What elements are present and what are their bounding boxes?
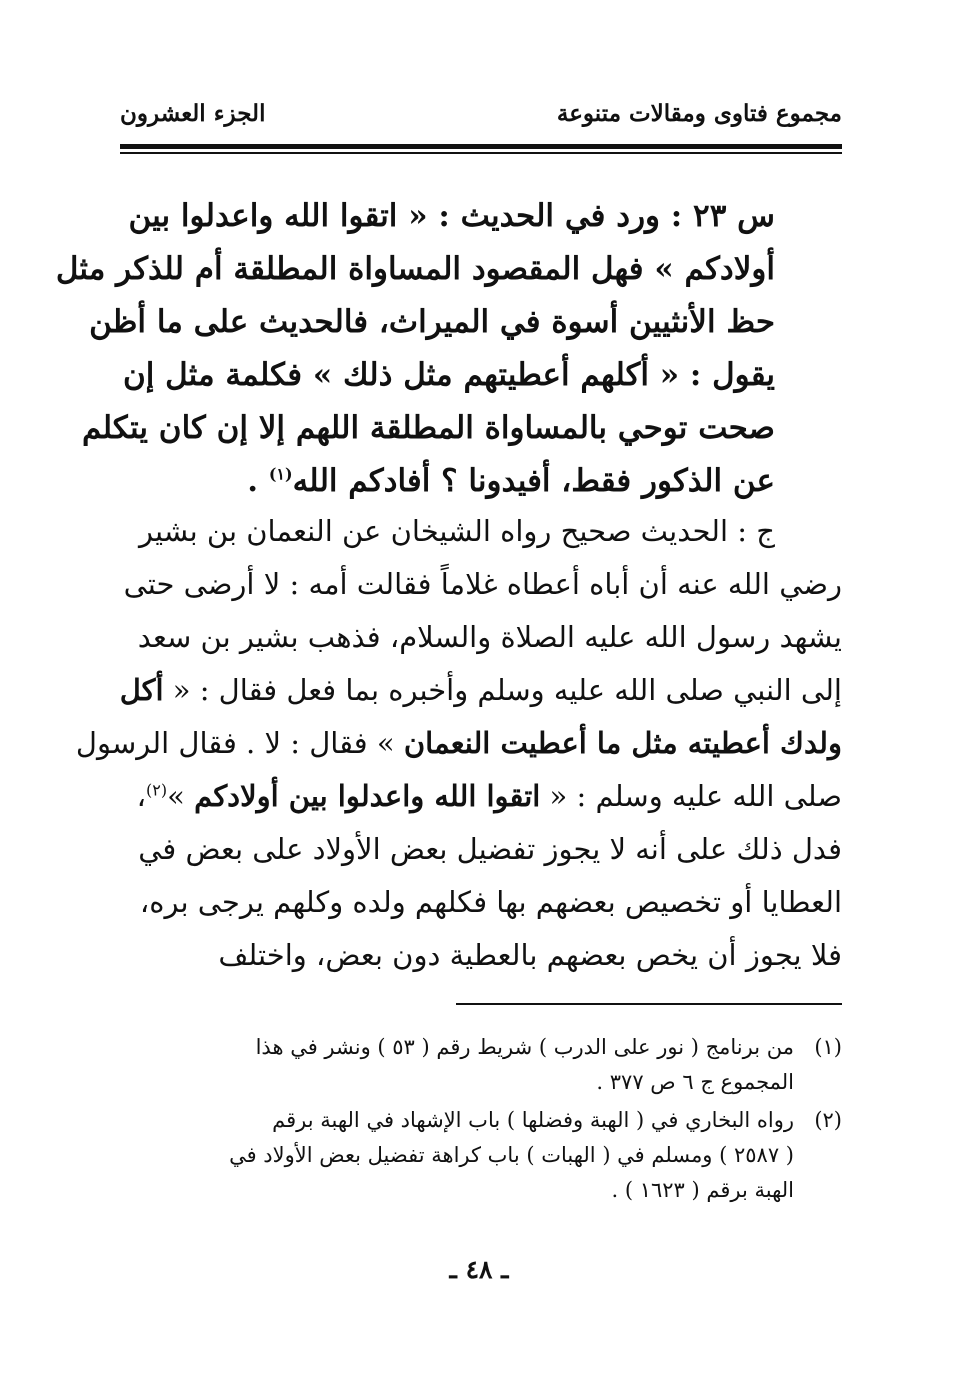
comma: ، (136, 779, 147, 813)
question-line: أولادكم » فهل المقصود المساواة المطلقة أم للذكر مثل (55, 251, 775, 287)
answer-line: رضي الله عنه أن أباه أعطاه غلاماً فقالت أمه : لا أرضى حتى (123, 567, 842, 601)
answer-paragraph (75, 505, 842, 982)
question-line: حظ الأنثيين أسوة في الميراث، فالحديث على ما أظن (89, 304, 775, 340)
question-line: س ٢٣ : ورد في الحديث : « اتقوا الله واعدلوا بين (128, 198, 775, 234)
answer-line: العطايا أو تخصيص بعضهم بها فكلهم ولده وكلهم يرجى بره، (139, 885, 842, 919)
footnote-number: (٢) (814, 1108, 842, 1132)
footnote-line: من برنامج ( نور على الدرب ) شريط رقم ( ٥٣ ) ونشر في هذا (255, 1035, 794, 1059)
footnote-line: رواه البخاري في ( الهبة وفضلها ) باب الإشهاد في الهبة برقم (272, 1108, 794, 1132)
answer-text: إلى النبي صلى الله عليه وسلم وأخبره بما فعل فقال : « (172, 673, 842, 707)
answer-line: فدل ذلك على أنه لا يجوز تفضيل بعض الأولاد على بعض في (138, 832, 842, 866)
quote-close: » (167, 779, 185, 813)
footnote-line: الهبة برقم ( ١٦٢٣ ) . (611, 1178, 794, 1202)
answer-line (116, 664, 842, 717)
hadith-quote-bold: ولدك أعطيته مثل ما أعطيت النعمان (403, 726, 842, 760)
footnote-separator (456, 1003, 842, 1005)
footnote-1 (116, 1030, 842, 1100)
answer-text: » فقال : لا . فقال الرسول (75, 726, 395, 760)
answer-line (116, 770, 842, 823)
question-line: صحت توحي بالمساواة المطلقة اللهم إلا إن كان يتكلم (82, 410, 775, 446)
footnotes (116, 1030, 842, 1211)
question-line-text: عن الذكور فقط، أفيدونا ؟ أفادكم الله (292, 463, 775, 499)
page-number: ـ ٤٨ ـ (449, 1255, 509, 1284)
running-header-title: مجموع فتاوى ومقالات متنوعة (556, 100, 842, 127)
answer-text: صلى الله عليه وسلم : « (549, 779, 842, 813)
footnote-2 (116, 1103, 842, 1208)
answer-line: ج : الحديث صحيح رواه الشيخان عن النعمان بن بشير (138, 514, 775, 548)
footnote-ref-1: (١) (268, 464, 293, 484)
header-rule-thick (120, 144, 842, 149)
hadith-quote-bold: أكل (119, 673, 164, 707)
running-header-volume: الجزء العشرون (120, 100, 266, 127)
hadith-quote-bold: اتقوا الله واعدلوا بين أولادكم (194, 779, 541, 813)
footnote-number: (١) (814, 1035, 842, 1059)
question-end-punct: . (247, 463, 259, 499)
footnote-line: ( ٢٥٨٧ ) ومسلم في ( الهبات ) باب كراهة تفضيل بعض الأولاد في (229, 1143, 794, 1167)
footnote-line: المجموع ج ٦ ص ٣٧٧ . (596, 1070, 794, 1094)
question-paragraph (55, 190, 775, 508)
question-line: يقول : « أكلهم أعطيتهم مثل ذلك » فكلمة مثل إن (122, 357, 775, 393)
answer-line (75, 717, 842, 770)
answer-line: فلا يجوز أن يخص بعضهم بالعطية دون بعض، واختلف (218, 938, 842, 972)
footnote-ref-2: (٢) (146, 780, 168, 800)
header-rule-thin (120, 152, 842, 154)
question-last-line (115, 455, 775, 508)
answer-line: يشهد رسول الله عليه الصلاة والسلام، فذهب بشير بن سعد (137, 620, 842, 654)
